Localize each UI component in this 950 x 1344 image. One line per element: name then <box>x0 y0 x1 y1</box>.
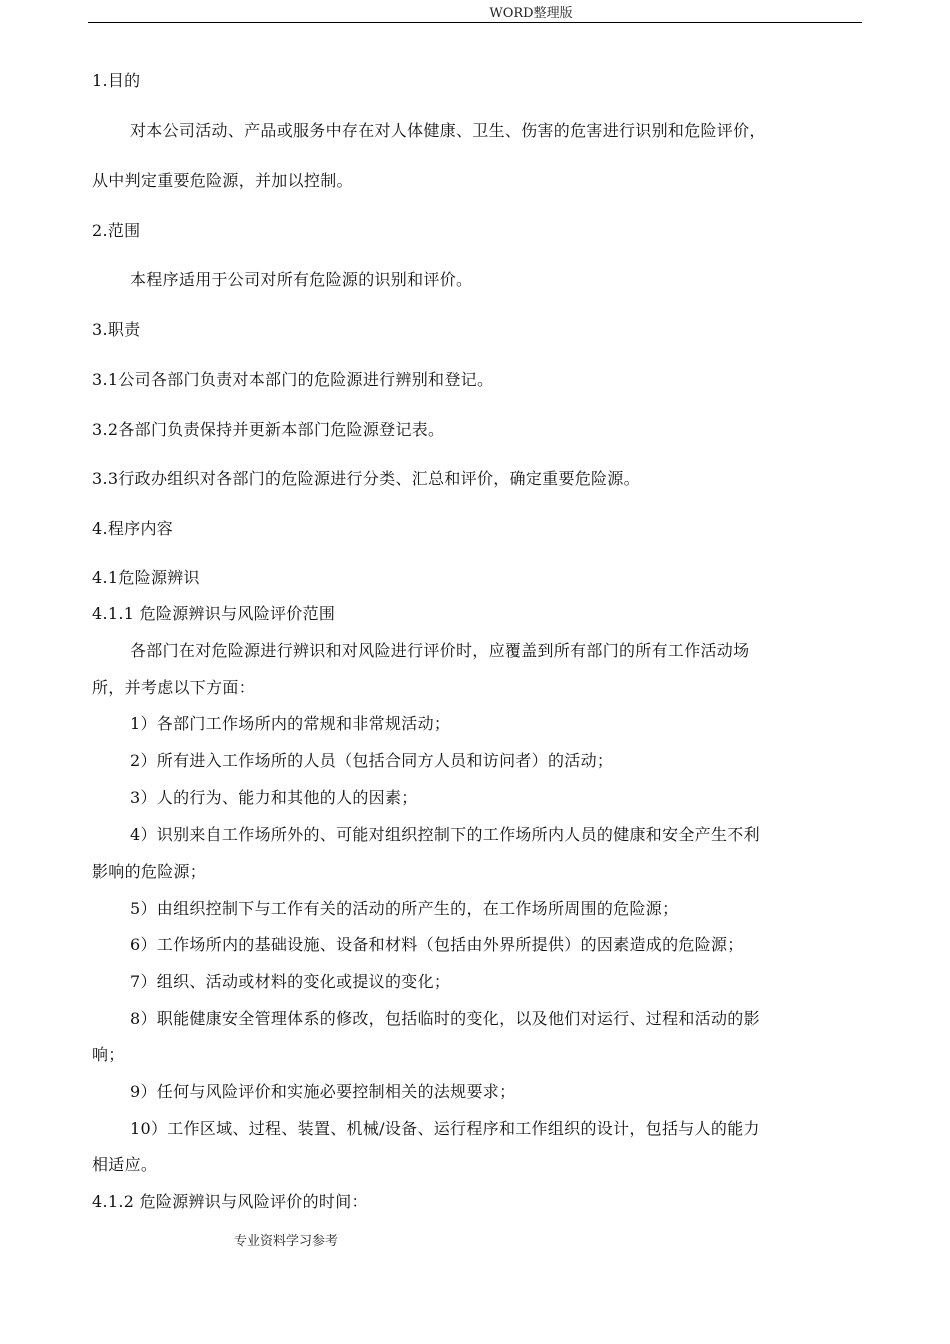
list-item: 5）由组织控制下与工作有关的活动的所产生的，在工作场所周围的危险源； <box>130 899 679 918</box>
paragraph-line: 3.1公司各部门负责对本部门的危险源进行辨别和登记。 <box>92 370 494 389</box>
section-1-heading: 1.目的 <box>92 71 141 90</box>
page-footer: 专业资料学习参考 <box>234 1234 339 1249</box>
list-item: 3）人的行为、能力和其他的人的因素； <box>130 788 418 807</box>
subsection-heading: 4.1危险源辨识 <box>92 568 200 587</box>
paragraph-line: 3.3行政办组织对各部门的危险源进行分类、汇总和评价，确定重要危险源。 <box>92 469 640 488</box>
list-item: 10）工作区域、过程、装置、机械/设备、运行程序和工作组织的设计，包括与人的能力 <box>130 1119 760 1138</box>
list-item: 6）工作场所内的基础设施、设备和材料（包括由外界所提供）的因素造成的危险源； <box>130 935 744 954</box>
paragraph-line: 从中判定重要危险源，并加以控制。 <box>92 171 353 190</box>
list-item-continued: 响； <box>92 1045 125 1064</box>
page-header: WORD整理版 <box>489 6 573 21</box>
list-item: 2）所有进入工作场所的人员（包括合同方人员和访问者）的活动； <box>130 751 614 770</box>
list-item: 4）识别来自工作场所外的、可能对组织控制下的工作场所内人员的健康和安全产生不利 <box>130 825 760 844</box>
subsection-heading: 4.1.1 危险源辨识与风险评价范围 <box>92 604 336 623</box>
section-4-heading: 4.程序内容 <box>92 519 174 538</box>
list-item: 1）各部门工作场所内的常规和非常规活动； <box>130 714 451 733</box>
paragraph-line: 所，并考虑以下方面： <box>92 678 256 697</box>
list-item: 9）任何与风险评价和实施必要控制相关的法规要求； <box>130 1082 516 1101</box>
paragraph-line: 3.2各部门负责保持并更新本部门危险源登记表。 <box>92 420 445 439</box>
list-item-continued: 影响的危险源； <box>92 862 207 881</box>
paragraph-line: 对本公司活动、产品或服务中存在对人体健康、卫生、伤害的危害进行识别和危险评价， <box>130 121 766 140</box>
section-2-heading: 2.范围 <box>92 221 141 240</box>
list-item: 8）职能健康安全管理体系的修改，包括临时的变化，以及他们对运行、过程和活动的影 <box>130 1009 760 1028</box>
subsection-heading: 4.1.2 危险源辨识与风险评价的时间： <box>92 1192 368 1211</box>
list-item-continued: 相适应。 <box>92 1155 158 1174</box>
paragraph-line: 本程序适用于公司对所有危险源的识别和评价。 <box>130 270 473 289</box>
list-item: 7）组织、活动或材料的变化或提议的变化； <box>130 972 451 991</box>
section-3-heading: 3.职责 <box>92 320 141 339</box>
header-rule <box>88 22 862 23</box>
paragraph-line: 各部门在对危险源进行辨识和对风险进行评价时，应覆盖到所有部门的所有工作活动场 <box>130 641 750 660</box>
